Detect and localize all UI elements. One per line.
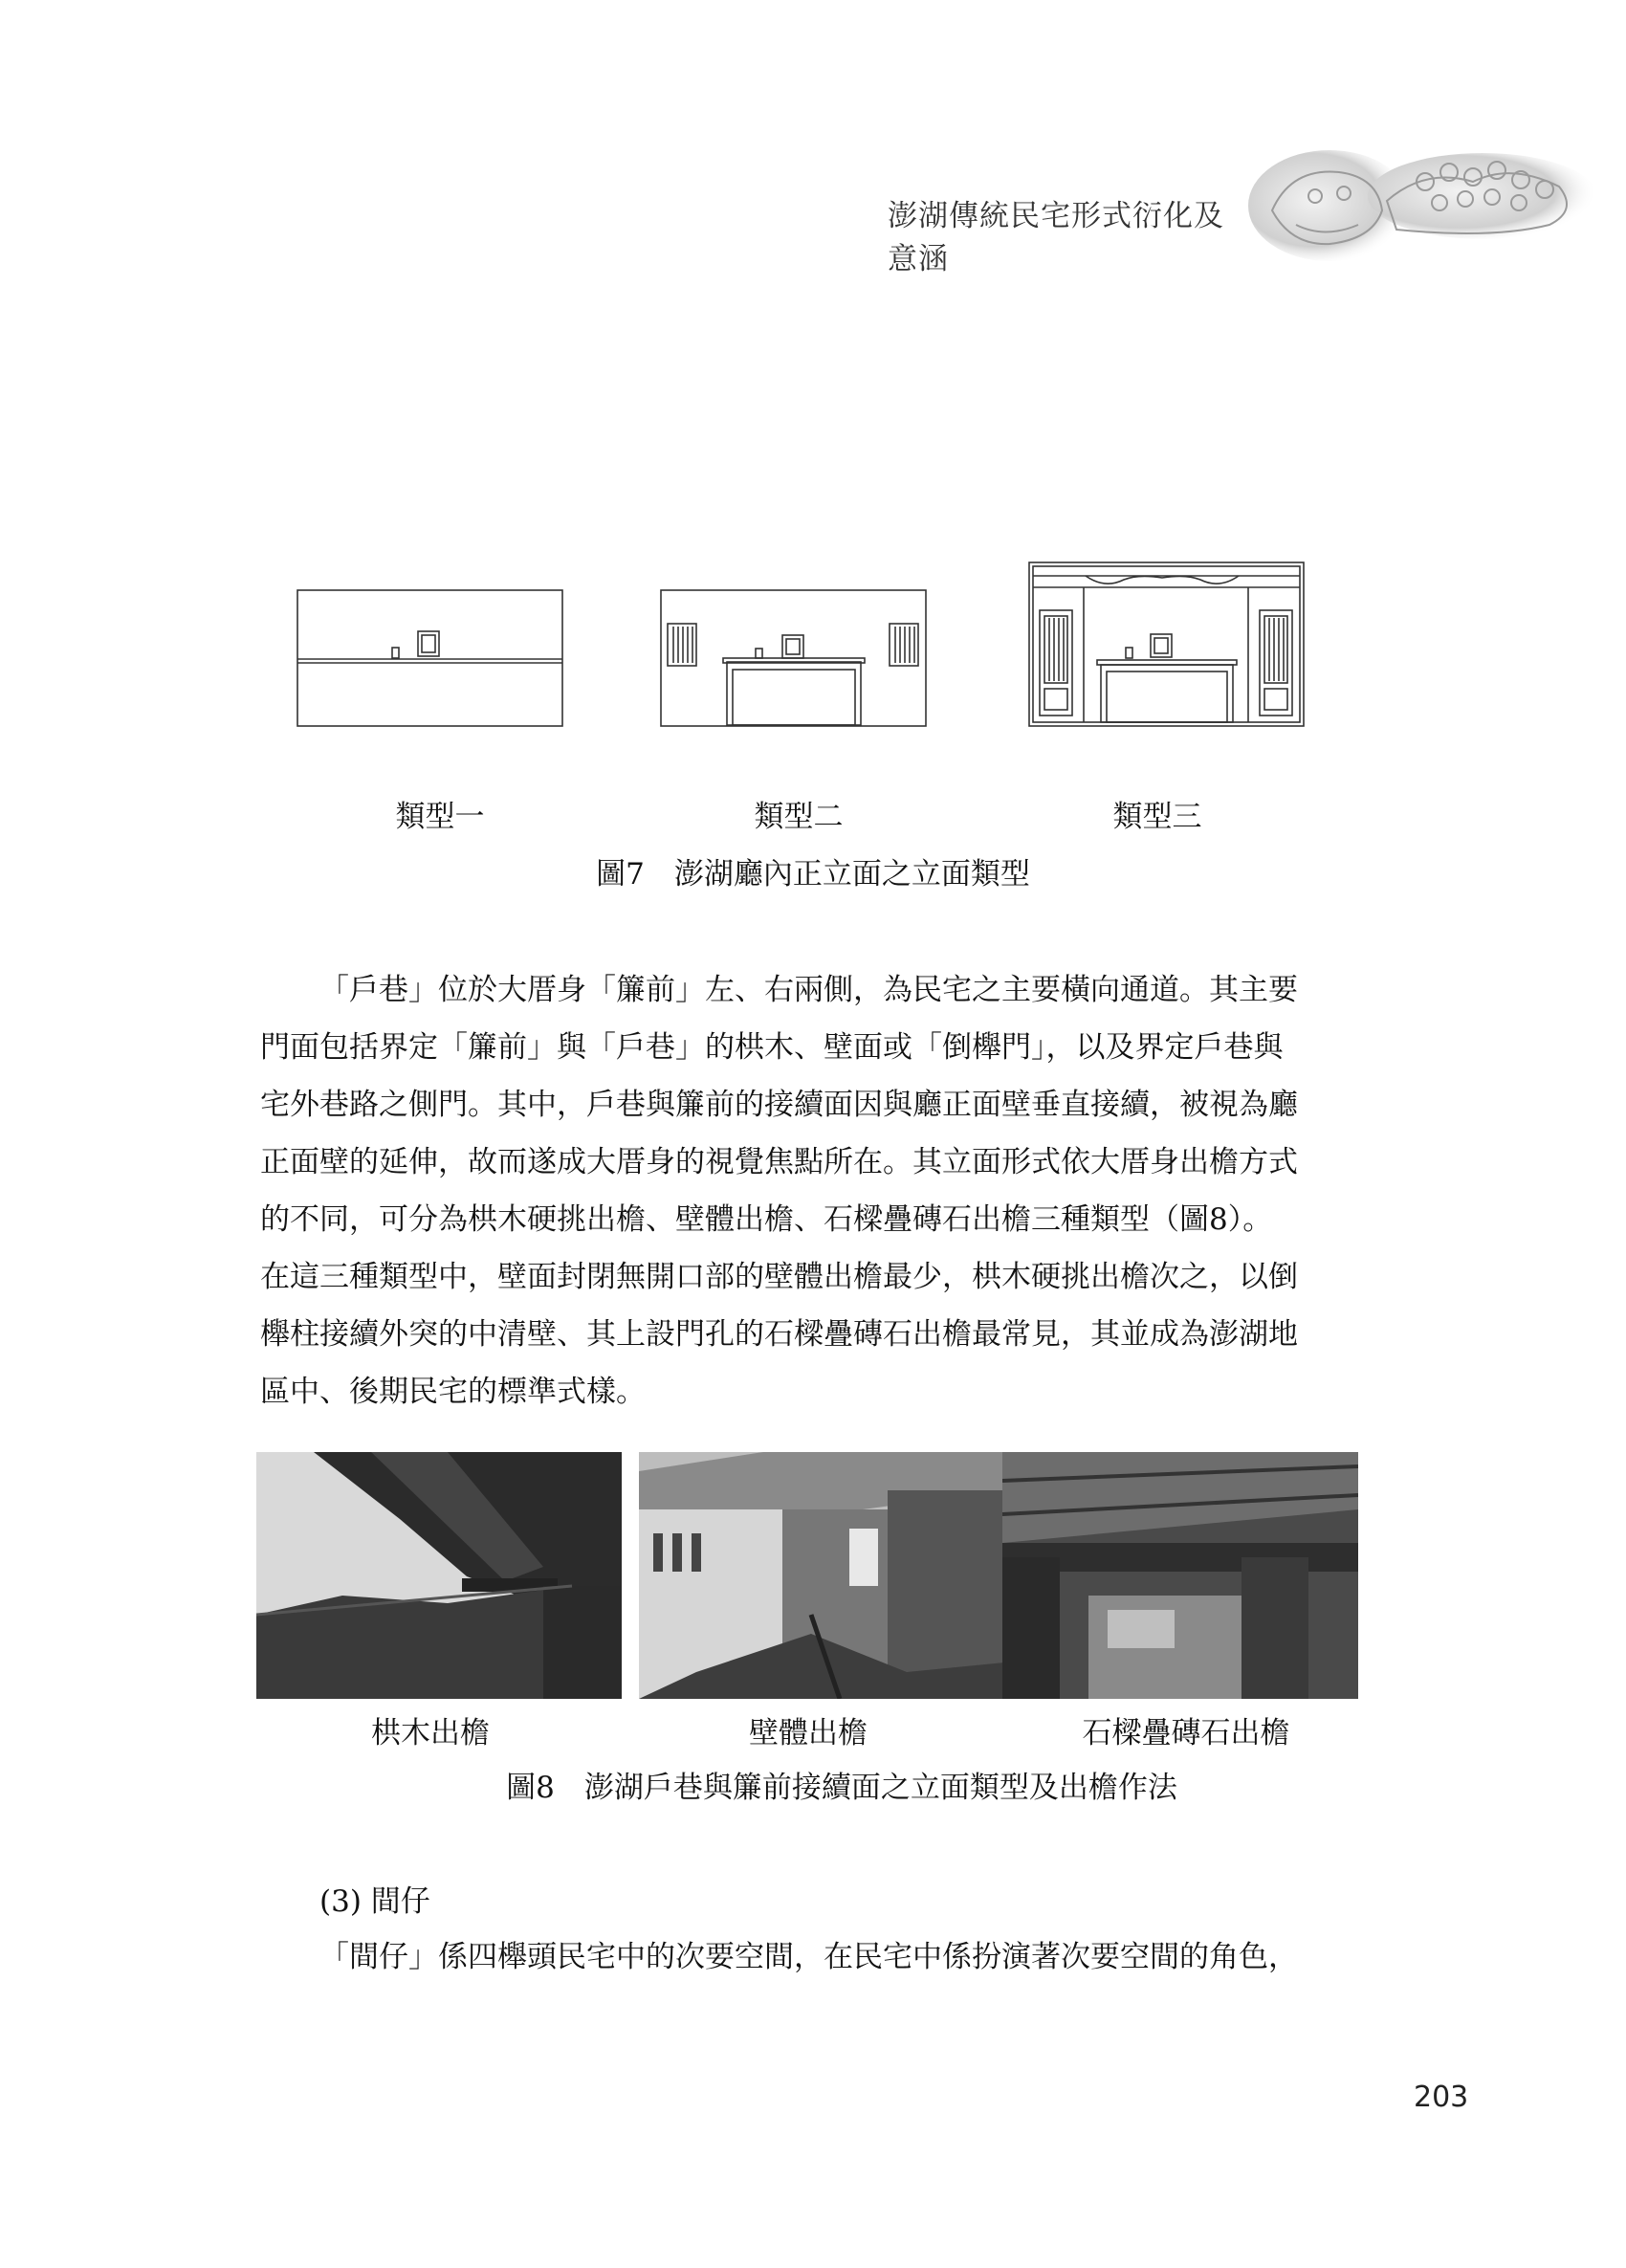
paragraph-line: 在這三種類型中，壁面封閉無開口部的壁體出檐最少，栱木硬挑出檐次之，以倒 [260,1260,1298,1294]
figure8-label-bracket-wood: 栱木出檐 [371,1716,490,1751]
figure8-caption: 圖8 澎湖戶巷與簾前接續面之立面類型及出檐作法 [506,1771,1177,1805]
photo-bracket-wood-eave [256,1452,622,1699]
elevation-type-3-drawing [1028,555,1306,727]
figure7-caption: 圖7 澎湖廳內正立面之立面類型 [596,857,1030,892]
photo-wall-eave [639,1452,1004,1699]
figure7-label-type-2: 類型二 [754,800,844,834]
page-number: 203 [1414,2081,1469,2114]
elevation-type-1-drawing [297,555,564,727]
section-heading: (3) 間仔 [319,1884,430,1919]
paragraph-line: 宅外巷路之側門。其中，戶巷與簾前的接續面因與廳正面壁垂直接續，被視為廳 [260,1088,1298,1122]
figure8-label-stone-beam: 石樑疊磚石出檐 [1082,1716,1290,1751]
elevation-type-2-drawing [660,555,928,727]
paragraph-line: 門面包括界定「簾前」與「戶巷」的栱木、壁面或「倒櫸門」，以及界定戶巷與 [260,1030,1284,1065]
paragraph-line: 區中、後期民宅的標準式樣。 [260,1375,646,1409]
paragraph-line: 「戶巷」位於大厝身「簾前」左、右兩側，為民宅之主要橫向通道。其主要 [319,973,1298,1007]
section-body-text: 「間仔」係四櫸頭民宅中的次要空間，在民宅中係扮演著次要空間的角色， [319,1940,1298,1974]
paragraph-line: 櫸柱接續外突的中清壁、其上設門孔的石樑疊磚石出檐最常見，其並成為澎湖地 [260,1317,1298,1352]
running-header-title: 澎湖傳統民宅形式衍化及意涵 [888,199,1224,276]
photo-stone-beam-brick-eave [1002,1452,1358,1699]
figure7-label-type-1: 類型一 [395,800,485,834]
figure8-label-wall: 壁體出檐 [749,1716,868,1751]
figure7-label-type-3: 類型三 [1112,800,1202,834]
stone-lion-ornament [1243,143,1597,268]
paragraph-line: 的不同，可分為栱木硬挑出檐、壁體出檐、石樑疊磚石出檐三種類型（圖8）。 [260,1202,1273,1237]
paragraph-line: 正面壁的延伸，故而遂成大厝身的視覺焦點所在。其立面形式依大厝身出檐方式 [260,1145,1298,1179]
body-paragraph [260,961,1358,1420]
